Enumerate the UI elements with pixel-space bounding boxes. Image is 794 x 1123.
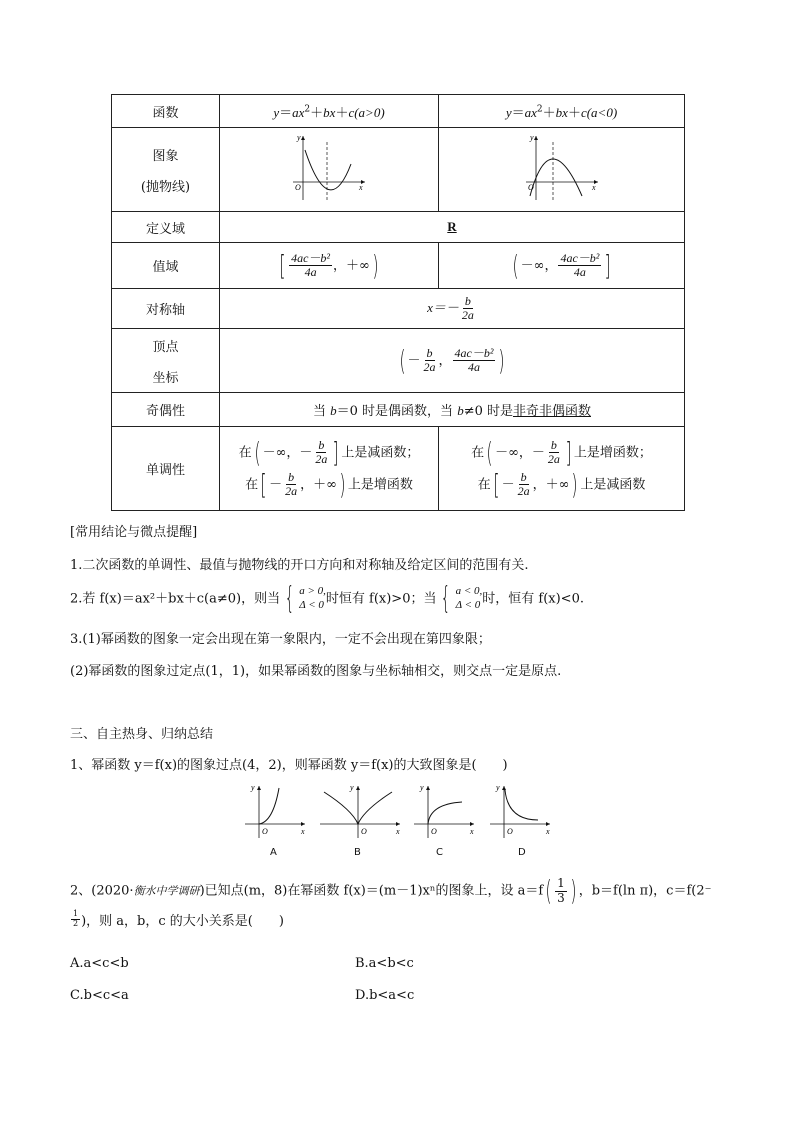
downward-parabola-graph [522,132,602,204]
svg-text:O: O [527,182,534,192]
option-d[interactable]: D.b<a<c [355,988,415,1003]
question-1: 1、幂函数 y＝f(x)的图象过点(4，2)，则幂函数 y＝f(x)的大致图象是( ) [70,758,508,773]
note-2: 2.若 f(x)＝ax²＋bx＋c(a≠0)，则当 { a > 0, Δ < 0 时恒有 f(x)>0；当 { a < 0, Δ < 0 时，恒有 f(x)<0. [70,581,584,616]
quadratic-properties-table [111,94,685,511]
header-a-negative: $y=ax^2+bx+c(a<0)$ [439,95,685,128]
vertex-row [112,329,685,393]
svg-text:O: O [431,827,437,836]
option-a-label: A [270,847,277,858]
upward-parabola-graph [289,132,369,204]
option-c-graph [412,782,478,840]
option-a[interactable]: A.a<c<b [70,956,129,971]
svg-text:y: y [420,783,424,792]
svg-text:x: x [591,182,596,192]
axis-label: 对称轴 [112,289,220,329]
svg-text:y: y [350,783,354,792]
svg-text:x: x [359,182,363,192]
domain-row [112,212,685,243]
graph-label: 图象 (抛物线) [112,128,220,212]
svg-text:O: O [361,827,367,836]
svg-text:O: O [262,827,268,836]
monotonicity-a-negative: 在( －∞，－ $\frac{b}{2a}$ ] 上是增函数； 在[ － $\frac{b}{2a}$ ，＋∞) 上是减函数 [439,427,685,511]
option-c[interactable]: C.b<c<a [70,988,129,1003]
monotonicity-row [112,427,685,511]
option-d-label: D [518,847,526,858]
svg-text:O: O [507,827,513,836]
svg-text:y: y [529,132,534,142]
question-2-line-1: 2、(2020·衡水中学调研)已知点(m，8)在幂函数 f(x)＝(m－1)xⁿ的图象上，设 a＝f( $\frac{1}{3}$ ) ，b＝f(ln π)，c＝f(2⁻ [70,874,712,907]
domain-label: 定义域 [112,212,220,243]
note-1: 1.二次函数的单调性、最值与抛物线的开口方向和对称轴及给定区间的范围有关. [70,558,529,573]
option-b[interactable]: B.a<b<c [355,956,414,971]
option-b-graph [318,782,404,840]
axis-value: x＝－ $\frac{b}{2a}$ [220,289,685,329]
svg-text:x: x [470,827,474,836]
vertex-label: 顶点 坐标 [112,329,220,393]
graph-downward-parabola [439,128,685,212]
range-row [112,243,685,289]
parity-value: 当 b＝0 时是偶函数，当 b≠0 时是非奇非偶函数 [220,393,685,427]
svg-text:y: y [251,783,255,792]
axis-row [112,289,685,329]
option-a-graph [243,782,309,840]
range-a-negative: ( －∞， $\frac{\text{4ac－b²}}{4a}$ ] [439,243,685,289]
range-label: 值域 [112,243,220,289]
svg-text:x: x [546,827,550,836]
option-d-graph [488,782,554,840]
notes-heading: [常用结论与微点提醒] [70,525,198,540]
section-title: 三、自主热身、归纳总结 [70,727,214,742]
option-b-label: B [354,847,361,858]
graph-row [112,128,685,212]
graph-upward-parabola [220,128,439,212]
svg-text:y: y [297,132,301,142]
svg-text:x: x [396,827,400,836]
domain-value: R [220,212,685,243]
vertex-value: ( － $\frac{b}{2a}$ ， $\frac{\text{4ac－b²}}{4a}$ ) [220,329,685,393]
monotonicity-a-positive: 在( －∞，－ $\frac{b}{2a}$ ] 上是减函数； 在[ － $\frac{b}{2a}$ ，＋∞) 上是增函数 [220,427,439,511]
monotonicity-label: 单调性 [112,427,220,511]
svg-text:y: y [496,783,500,792]
header-row [112,95,685,128]
parity-label: 奇偶性 [112,393,220,427]
condition-system-2: { a < 0, Δ < 0 [441,581,483,616]
range-a-positive: [ $\frac{\text{4ac－b²}}{4a}$ ，＋∞) [220,243,439,289]
note-3: 3.(1)幂函数的图象一定会出现在第一象限内，一定不会出现在第四象限； [70,632,491,647]
header-a-positive: $y=ax^2+bx+c(a>0)$ [220,95,439,128]
header-label: 函数 [112,95,220,128]
svg-text:O: O [295,182,301,192]
note-4: (2)幂函数的图象过定点(1，1)，如果幂函数的图象与坐标轴相交，则交点一定是原点. [70,664,562,679]
question-2-line-2: $\frac{1}{2}$ )，则 a，b，c 的大小关系是( ) [73,909,284,929]
svg-text:x: x [301,827,305,836]
condition-system-1: { a > 0, Δ < 0 [284,581,326,616]
parity-row [112,393,685,427]
option-c-label: C [436,847,443,858]
